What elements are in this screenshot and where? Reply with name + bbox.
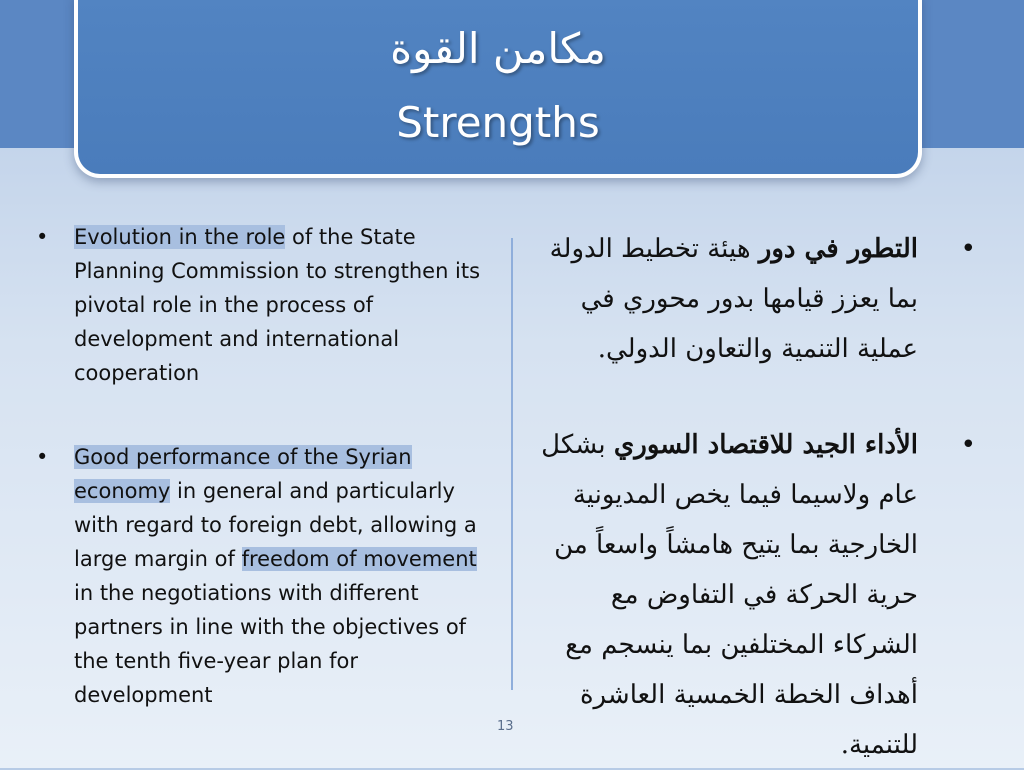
english-point bbox=[30, 220, 500, 390]
arabic-point bbox=[520, 420, 990, 770]
arabic-point bbox=[520, 224, 990, 374]
bullet-icon: • bbox=[36, 445, 49, 469]
title-box bbox=[74, 0, 922, 178]
column-divider bbox=[511, 238, 513, 690]
arabic-point-text: بشكل عام ولاسيما فيما يخص المديونية الخارجية بما يتيح هامشاً واسعاً من حرية الحركة في التفاوض مع الشركاء المختلفين بما ينسجم مع أهداف الخطة الخمسية العاشرة للتنمية. bbox=[541, 430, 918, 760]
highlighted-phrase: Evolution in the role bbox=[74, 225, 286, 249]
slide-title-english: Strengths bbox=[396, 98, 600, 147]
arabic-key-phrase: الأداء الجيد للاقتصاد السوري bbox=[613, 430, 918, 460]
point-text: in the negotiations with different partners in line with the objectives of the tenth five-year plan for development bbox=[74, 581, 467, 707]
highlighted-phrase: freedom of movement bbox=[241, 547, 477, 571]
page-number: 13 bbox=[497, 719, 514, 734]
bullet-icon: • bbox=[960, 234, 976, 264]
english-point bbox=[30, 440, 500, 712]
header-stripe-right bbox=[922, 0, 1024, 148]
point-text: in general and particularly with regard to foreign debt, allowing a large margin of bbox=[74, 479, 477, 571]
arabic-point-text: هيئة تخطيط الدولة بما يعزز قيامها بدور محوري في عملية التنمية والتعاون الدولي. bbox=[549, 234, 918, 364]
point-text: of the State Planning Commission to strengthen its pivotal role in the process of development and international cooperation bbox=[74, 225, 481, 385]
arabic-key-phrase: التطور في دور bbox=[758, 234, 918, 264]
header-stripe-left bbox=[0, 0, 78, 148]
bullet-icon: • bbox=[960, 430, 976, 460]
english-column bbox=[30, 220, 500, 712]
bullet-icon: • bbox=[36, 225, 49, 249]
arabic-column bbox=[520, 224, 990, 770]
highlighted-phrase: Good performance of the Syrian economy bbox=[74, 445, 412, 503]
slide-title-arabic: مكامن القوة bbox=[390, 24, 606, 73]
